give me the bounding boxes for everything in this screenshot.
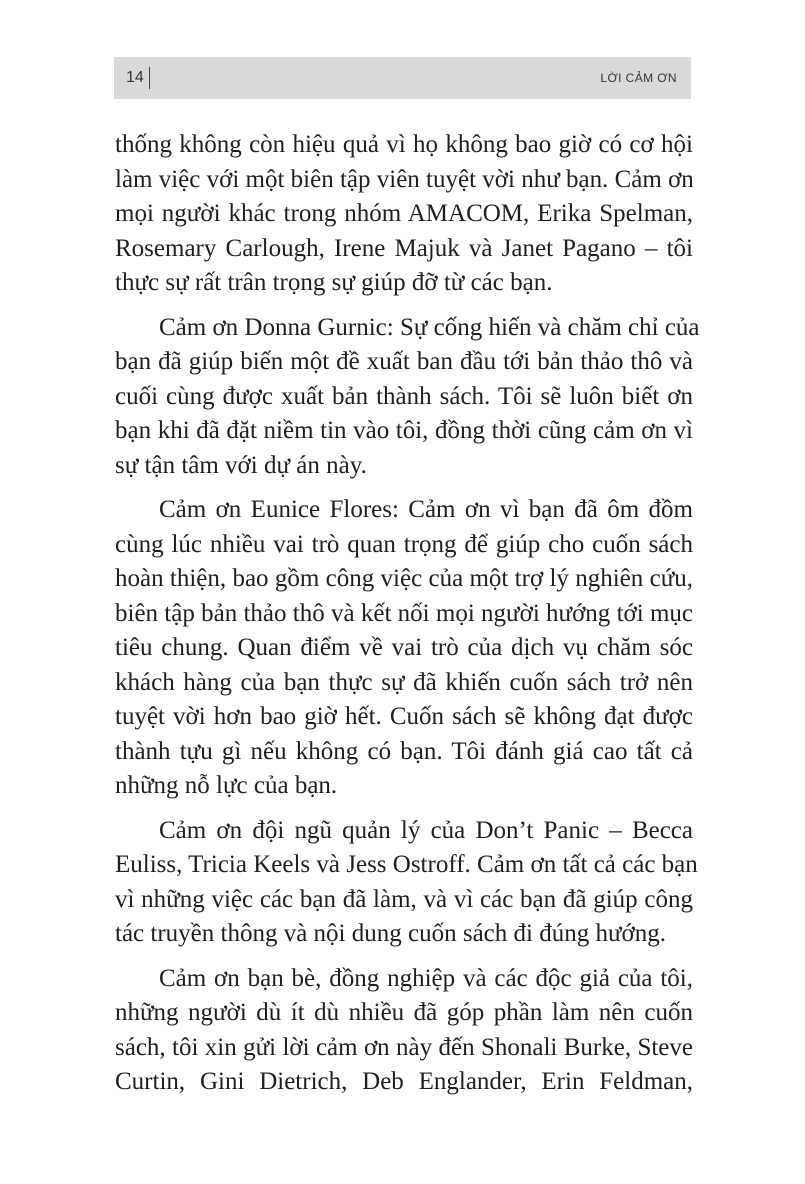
paragraph-gap — [115, 804, 693, 814]
paragraph-eunice — [115, 493, 693, 804]
text-line: vì những việc các bạn đã làm, và vì các bạn đã giúp công — [115, 885, 693, 913]
paragraph-donna — [115, 311, 700, 484]
text-line: thành tựu gì nếu không có bạn. Tôi đánh giá cao tất cả — [115, 737, 693, 765]
text-line: bạn đã giúp biến một đề xuất ban đầu tới bản thảo thô và — [115, 348, 693, 375]
text-line: tiêu chung. Quan điểm về vai trò của dịch vụ chăm sóc — [115, 634, 693, 661]
text-line: Cảm ơn bạn bè, đồng nghiệp và các độc giả của tôi, — [159, 964, 693, 992]
text-line: làm việc với một biên tập viên tuyệt vời như bạn. Cảm ơn — [115, 165, 694, 193]
text-line: Euliss, Tricia Keels và Jess Ostroff. Cảm ơn tất cả các bạn — [115, 851, 698, 878]
paragraph-gap — [115, 301, 693, 311]
running-head: LỜI CẢM ƠN — [600, 71, 677, 85]
text-line: cùng lúc nhiều vai trò quan trọng để giúp cho cuốn sách — [115, 530, 693, 558]
text-line: cuối cùng được xuất bản thành sách. Tôi sẽ luôn biết ơn — [115, 382, 693, 410]
page-header — [114, 57, 691, 99]
page-number: 14 — [126, 69, 144, 86]
header-divider — [149, 67, 150, 89]
text-line: khách hàng của bạn thực sự đã khiến cuốn sách trở nên — [115, 668, 693, 696]
text-line: thực sự rất trân trọng sự giúp đỡ từ các bạn. — [115, 269, 553, 296]
text-line: mọi người khác trong nhóm AMACOM, Erika Spelman, — [115, 200, 693, 227]
paragraph-friends — [115, 962, 693, 1100]
text-line: biên tập bản thảo thô và kết nối mọi người hướng tới mục — [115, 599, 693, 627]
body-text — [115, 128, 700, 1100]
text-line: những người dù ít dù nhiều đã góp phần làm nên cuốn — [115, 999, 693, 1026]
text-line: Cảm ơn đội ngũ quản lý của Don’t Panic – Becca — [159, 816, 693, 844]
text-line: Cảm ơn Donna Gurnic: Sự cống hiến và chăm chỉ của — [159, 313, 700, 341]
text-line: sự tận tâm với dự án này. — [115, 451, 367, 479]
paragraph-management — [115, 814, 698, 952]
paragraph-gap — [115, 483, 693, 493]
text-line: tuyệt vời hơn bao giờ hết. Cuốn sách sẽ không đạt được — [115, 703, 693, 730]
paragraph-continued — [115, 128, 693, 301]
text-line: Rosemary Carlough, Irene Majuk và Janet Pagano – tôi — [115, 234, 693, 262]
text-line: bạn khi đã đặt niềm tin vào tôi, đồng thời cũng cảm ơn vì — [115, 417, 693, 444]
text-line: tác truyền thông và nội dung cuốn sách đi đúng hướng. — [115, 920, 666, 947]
text-line: Curtin, Gini Dietrich, Deb Englander, Erin Feldman, — [115, 1068, 693, 1095]
text-line: những nỗ lực của bạn. — [115, 772, 338, 799]
text-line: Cảm ơn Eunice Flores: Cảm ơn vì bạn đã ôm đồm — [159, 496, 693, 523]
text-line: sách, tôi xin gửi lời cảm ơn này đến Shonali Burke, Steve — [115, 1033, 693, 1061]
text-line: hoàn thiện, bao gồm công việc của một trợ lý nghiên cứu, — [115, 565, 693, 592]
text-line: thống không còn hiệu quả vì họ không bao giờ có cơ hội — [115, 131, 693, 158]
paragraph-gap — [115, 952, 693, 962]
